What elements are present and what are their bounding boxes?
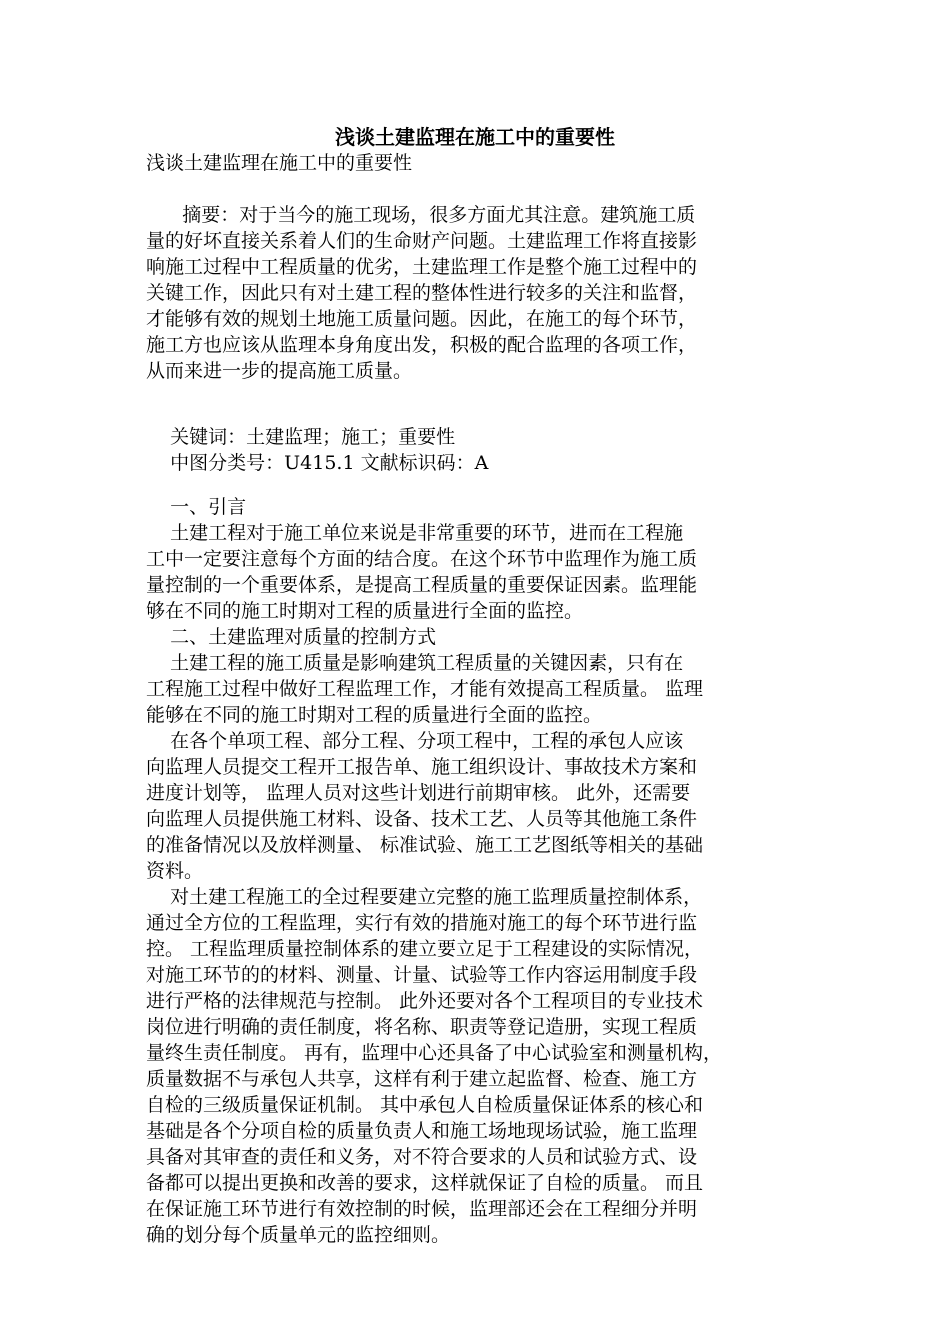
- body-line: 向监理人员提供施工材料、设备、技术工艺、人员等其他施工条件: [146, 808, 698, 830]
- body-line: 够在不同的施工时期对工程的质量进行全面的监控。: [146, 600, 584, 622]
- body-line: 确的划分每个质量单元的监控细则。: [146, 1224, 451, 1246]
- abstract-line: 才能够有效的规划土地施工质量问题。因此，在施工的每个环节，: [146, 308, 698, 330]
- abstract-line: 从而来进一步的提高施工质量。: [146, 360, 413, 382]
- body-line: 土建工程对于施工单位来说是非常重要的环节，进而在工程施: [146, 522, 684, 544]
- body-line: 质量数据不与承包人共享，这样有利于建立起监督、检查、施工方: [146, 1068, 698, 1090]
- body-text: [146, 494, 816, 1248]
- classification-line: 中图分类号：U415.1 文献标识码：A: [146, 452, 489, 474]
- abstract-line: 响施工过程中工程质量的优劣，土建监理工作是整个施工过程中的: [146, 256, 698, 278]
- document-subtitle: 浅谈土建监理在施工中的重要性: [146, 152, 413, 174]
- abstract-paragraph: [146, 202, 816, 384]
- document-title: 浅谈土建监理在施工中的重要性: [335, 125, 615, 149]
- body-line: 土建工程的施工质量是影响建筑工程质量的关键因素，只有在: [146, 652, 684, 674]
- abstract-line: 关键工作，因此只有对土建工程的整体性进行较多的关注和监督，: [146, 282, 698, 304]
- body-line: 向监理人员提交工程开工报告单、施工组织设计、事故技术方案和: [146, 756, 698, 778]
- body-line: 量终生责任制度。 再有，监理中心还具备了中心试验室和测量机构，: [146, 1042, 723, 1064]
- body-line: 量控制的一个重要体系，是提高工程质量的重要保证因素。监理能: [146, 574, 698, 596]
- body-line: 自检的三级质量保证机制。 其中承包人自检质量保证体系的核心和: [146, 1094, 704, 1116]
- body-line: 工程施工过程中做好工程监理工作，才能有效提高工程质量。 监理: [146, 678, 704, 700]
- abstract-line: 摘要：对于当今的施工现场，很多方面尤其注意。建筑施工质: [146, 204, 696, 226]
- abstract-line: 施工方也应该从监理本身角度出发，积极的配合监理的各项工作，: [146, 334, 698, 356]
- body-line: 进度计划等， 监理人员对这些计划进行前期审核。 此外，还需要: [146, 782, 691, 804]
- body-line: 工中一定要注意每个方面的结合度。在这个环节中监理作为施工质: [146, 548, 698, 570]
- body-line: 资料。: [146, 860, 204, 882]
- abstract-line: 量的好坏直接关系着人们的生命财产问题。土建监理工作将直接影: [146, 230, 698, 252]
- body-line: 基础是各个分项自检的质量负责人和施工场地现场试验，施工监理: [146, 1120, 698, 1142]
- body-line: 对施工环节的的材料、测量、计量、试验等工作内容运用制度手段: [146, 964, 698, 986]
- section-heading-control: 二、土建监理对质量的控制方式: [146, 626, 437, 648]
- body-line: 具备对其审查的责任和义务，对不符合要求的人员和试验方式、设: [146, 1146, 698, 1168]
- body-line: 的准备情况以及放样测量、 标准试验、施工工艺图纸等相关的基础: [146, 834, 704, 856]
- body-line: 对土建工程施工的全过程要建立完整的施工监理质量控制体系，: [146, 886, 703, 908]
- body-line: 在保证施工环节进行有效控制的时候，监理部还会在工程细分并明: [146, 1198, 698, 1220]
- body-line: 控。 工程监理质量控制体系的建立要立足于工程建设的实际情况，: [146, 938, 704, 960]
- body-line: 在各个单项工程、部分工程、分项工程中，工程的承包人应该: [146, 730, 684, 752]
- body-line: 岗位进行明确的责任制度，将名称、职责等登记造册，实现工程质: [146, 1016, 698, 1038]
- body-line: 通过全方位的工程监理，实行有效的措施对施工的每个环节进行监: [146, 912, 698, 934]
- keywords-block: [146, 424, 816, 476]
- body-line: 能够在不同的施工时期对工程的质量进行全面的监控。: [146, 704, 603, 726]
- document-subtitle-block: [146, 150, 816, 176]
- body-line: 备都可以提出更换和改善的要求，这样就保证了自检的质量。 而且: [146, 1172, 704, 1194]
- section-heading-introduction: 一、引言: [146, 496, 247, 518]
- keywords-line: 关键词：土建监理；施工；重要性: [146, 426, 456, 448]
- body-line: 进行严格的法律规范与控制。 此外还要对各个工程项目的专业技术: [146, 990, 704, 1012]
